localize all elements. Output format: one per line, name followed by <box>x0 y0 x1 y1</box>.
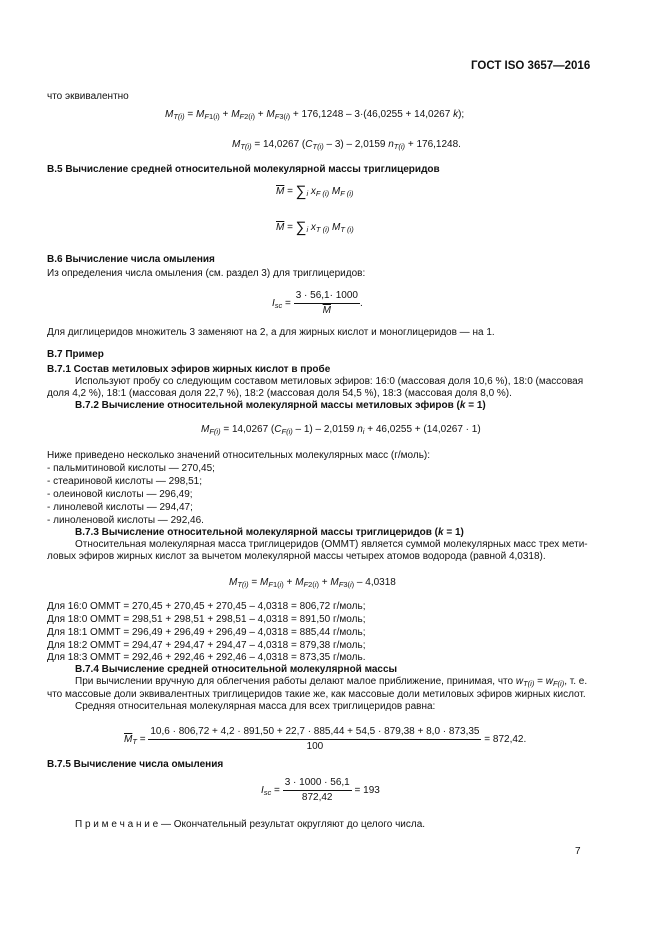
equation-isc-definition: $I_{sc}$ = $\frac{3 \cdot 56,1\cdot 1000}{M}$ . <box>272 290 363 316</box>
equation-mean-mf: $\overline{M} = \sum_i$ $x_{F (i)}$ $M_{F (i)}$ <box>276 183 354 200</box>
table-row: Для 18:3 ОММТ = 292,46 + 292,46 + 292,46 – 4,0318 = 873,35 г/моль. <box>47 652 366 663</box>
equation-ommt: $M_{T(i)} = M_{F1(i)} + M_{F2(i)} + M_{F3(i)} - 4,0318$ <box>229 577 396 589</box>
b73-line2: ловых эфиров жирных кислот за вычетом молекулярной массы четырех атомов водорода (равной 4,0318). <box>47 551 546 562</box>
mean-result: = 872,42. <box>484 734 527 746</box>
list-item: - пальмитиновой кислоты — 270,45; <box>47 463 215 474</box>
b71-line2: доля 4,2 %), 18:1 (массовая доля 22,7 %), 18:2 (массовая доля 54,5 %), 18:3 (массовая доля 8,0 %). <box>47 388 512 399</box>
table-row: Для 16:0 ОММТ = 270,45 + 270,45 + 270,45 – 4,0318 = 806,72 г/моль; <box>47 601 366 612</box>
heading-b71: В.7.1 Состав метиловых эфиров жирных кислот в пробе <box>47 364 331 375</box>
heading-b73: В.7.3 Вычисление относительной молекулярной массы триглицеридов (k = 1) <box>75 527 464 538</box>
table-row: Для 18:0 ОММТ = 298,51 + 298,51 + 298,51 – 4,0318 = 891,50 г/моль; <box>47 614 366 625</box>
mean-denominator: 100 <box>306 741 324 752</box>
sap-result: = 193 <box>354 785 380 797</box>
b6-note: Для диглицеридов множитель 3 заменяют на 2, а для жирных кислот и моноглицеридов — на 1. <box>47 327 495 338</box>
b71-line1: Используют пробу со следующим составом метиловых эфиров: 16:0 (массовая доля 10,6 %), 18:0 (массовая <box>75 376 584 387</box>
list-item: - линоленовой кислоты — 292,46. <box>47 515 204 526</box>
heading-b7: В.7 Пример <box>47 349 104 360</box>
intro-text: что эквивалентно <box>47 91 129 102</box>
equation-mf: $M_{F(i)} = 14,0267$ $(C_{F(i)} - 1) - 2,0159$ $n_i + 46,0255 + (14,0267 \cdot 1)$ <box>201 424 481 436</box>
equation-mean-triglyceride: $\overline{M}_T$ = 10,6 · 806,72 + 4,2 · 891,50 + 22,7 · 885,44 + 54,5 · 879,38 + 8,0 · 873,35 100 = 872,42. <box>124 726 527 752</box>
page-number: 7 <box>575 846 581 857</box>
sap-denominator: 872,42 <box>301 792 333 803</box>
isc-numerator: 3 · 56,1· 1000 <box>294 290 360 304</box>
document-code: ГОСТ ISO 3657—2016 <box>471 60 591 72</box>
b73-line1: Относительная молекулярная масса триглицеридов (ОММТ) является суммой молекулярных масс трех мети- <box>75 539 588 550</box>
sap-numerator: 3 · 1000 · 56,1 <box>283 777 352 791</box>
equation-mean-mt: $\overline{M} = \sum_i$ $x_{T (i)}$ $M_{T (i)}$ <box>276 219 354 236</box>
note-label: П р и м е ч а н и е <box>75 819 159 830</box>
equation-mt-sum: $M_{T(i)} = M_{F1(i)} + M_{F2(i)} + M_{F3(i)} + 176,1248 - 3\cdot(46,0255 + 14,0267$ k); <box>165 109 465 121</box>
b6-paragraph: Из определения числа омыления (см. раздел 3) для триглицеридов: <box>47 268 366 279</box>
equation-saponification: $I_{sc}$ = $\frac{3 \cdot 1000 \cdot 56,1}{872,42}$ = 193 <box>261 777 380 803</box>
list-item: - олеиновой кислоты — 296,49; <box>47 489 193 500</box>
note-text: — Окончательный результат округляют до целого числа. <box>158 819 426 830</box>
note <box>75 819 425 831</box>
heading-b72: В.7.2 Вычисление относительной молекулярной массы метиловых эфиров (k = 1) <box>75 400 486 411</box>
table-row: Для 18:2 ОММТ = 294,47 + 294,47 + 294,47 – 4,0318 = 879,38 г/моль; <box>47 640 366 651</box>
equation-mt-carbon: $M_{T(i)} = 14,0267$ $(C_{T(i)} - 3) - 2,0159$ $n_{T(i)} + 176,1248$. <box>232 139 461 151</box>
heading-b5: В.5 Вычисление средней относительной молекулярной массы триглицеридов <box>47 164 440 175</box>
list-item: - линолевой кислоты — 294,47; <box>47 502 193 513</box>
list-item: - стеариновой кислоты — 298,51; <box>47 476 202 487</box>
b74-line3: Средняя относительная молекулярная масса для всех триглицеридов равна: <box>75 701 436 712</box>
b72-list-intro: Ниже приведено несколько значений относительных молекулярных масс (г/моль): <box>47 450 431 461</box>
b74-line1: При вычислении вручную для облегчения работы делают малое приближение, принимая, что $w_{T(i)} = w_{F(i)}$, т. е. <box>75 676 588 688</box>
table-row: Для 18:1 ОММТ = 296,49 + 296,49 + 296,49 – 4,0318 = 885,44 г/моль; <box>47 627 366 638</box>
b74-line2: что массовые доли эквивалентных триглицеридов такие же, как массовые доли метиловых эфиров жирных кислот. <box>47 689 586 700</box>
heading-b75: В.7.5 Вычисление числа омыления <box>47 759 224 770</box>
mean-numerator: 10,6 · 806,72 + 4,2 · 891,50 + 22,7 · 885,44 + 54,5 · 879,38 + 8,0 · 873,35 <box>148 726 481 740</box>
heading-b6: В.6 Вычисление числа омыления <box>47 254 215 265</box>
heading-b74: В.7.4 Вычисление средней относительной молекулярной массы <box>75 664 398 675</box>
